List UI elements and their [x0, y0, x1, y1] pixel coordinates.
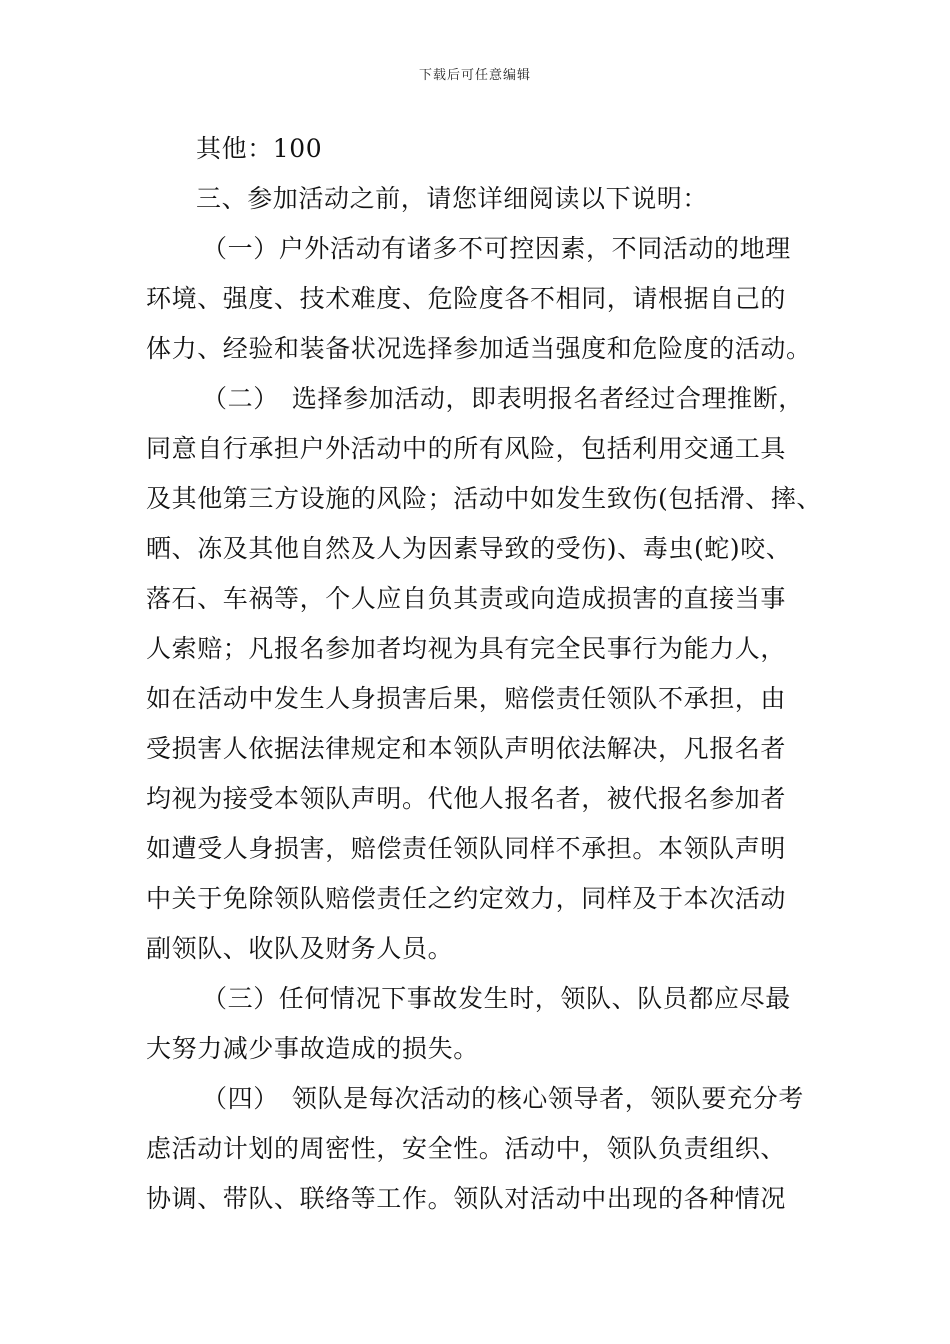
text-line: 其他：100	[196, 134, 323, 163]
text-line: （三）任何情况下事故发生时，领队、队员都应尽最	[202, 984, 791, 1013]
text-line: 虑活动计划的周密性，安全性。活动中，领队负责组织、	[146, 1134, 787, 1163]
section-heading: 三、参加活动之前，请您详细阅读以下说明：	[196, 184, 709, 213]
text-line: 副领队、收队及财务人员。	[146, 934, 454, 963]
text-line: 大努力减少事故造成的损失。	[146, 1034, 479, 1063]
text-line: 同意自行承担户外活动中的所有风险，包括利用交通工具	[146, 434, 787, 463]
text-line: 环境、强度、技术难度、危险度各不相同，请根据自己的	[146, 284, 787, 313]
text-line: （二） 选择参加活动，即表明报名者经过合理推断，	[202, 384, 804, 413]
page-header: 下载后可任意编辑	[418, 68, 531, 83]
text-line: （四） 领队是每次活动的核心领导者，领队要充分考	[202, 1084, 804, 1113]
text-line: （一）户外活动有诸多不可控因素，不同活动的地理	[202, 234, 791, 263]
text-line: 协调、带队、联络等工作。领队对活动中出现的各种情况	[146, 1184, 787, 1213]
text-line: 如遭受人身损害，赔偿责任领队同样不承担。本领队声明	[146, 834, 787, 863]
text-line: 中关于免除领队赔偿责任之约定效力，同样及于本次活动	[146, 884, 787, 913]
text-line: 受损害人依据法律规定和本领队声明依法解决，凡报名者	[146, 734, 787, 763]
text-line: 人索赔；凡报名参加者均视为具有完全民事行为能力人，	[146, 634, 787, 663]
text-line: 如在活动中发生人身损害后果，赔偿责任领队不承担，由	[146, 684, 787, 713]
text-line: 及其他第三方设施的风险；活动中如发生致伤(包括滑、摔、	[146, 484, 822, 513]
text-line: 体力、经验和装备状况选择参加适当强度和危险度的活动。	[146, 334, 812, 363]
text-line: 晒、冻及其他自然及人为因素导致的受伤)、毒虫(蛇)咬、	[146, 534, 792, 563]
text-line: 均视为接受本领队声明。代他人报名者，被代报名参加者	[146, 784, 787, 813]
text-line: 落石、车祸等，个人应自负其责或向造成损害的直接当事	[146, 584, 787, 613]
